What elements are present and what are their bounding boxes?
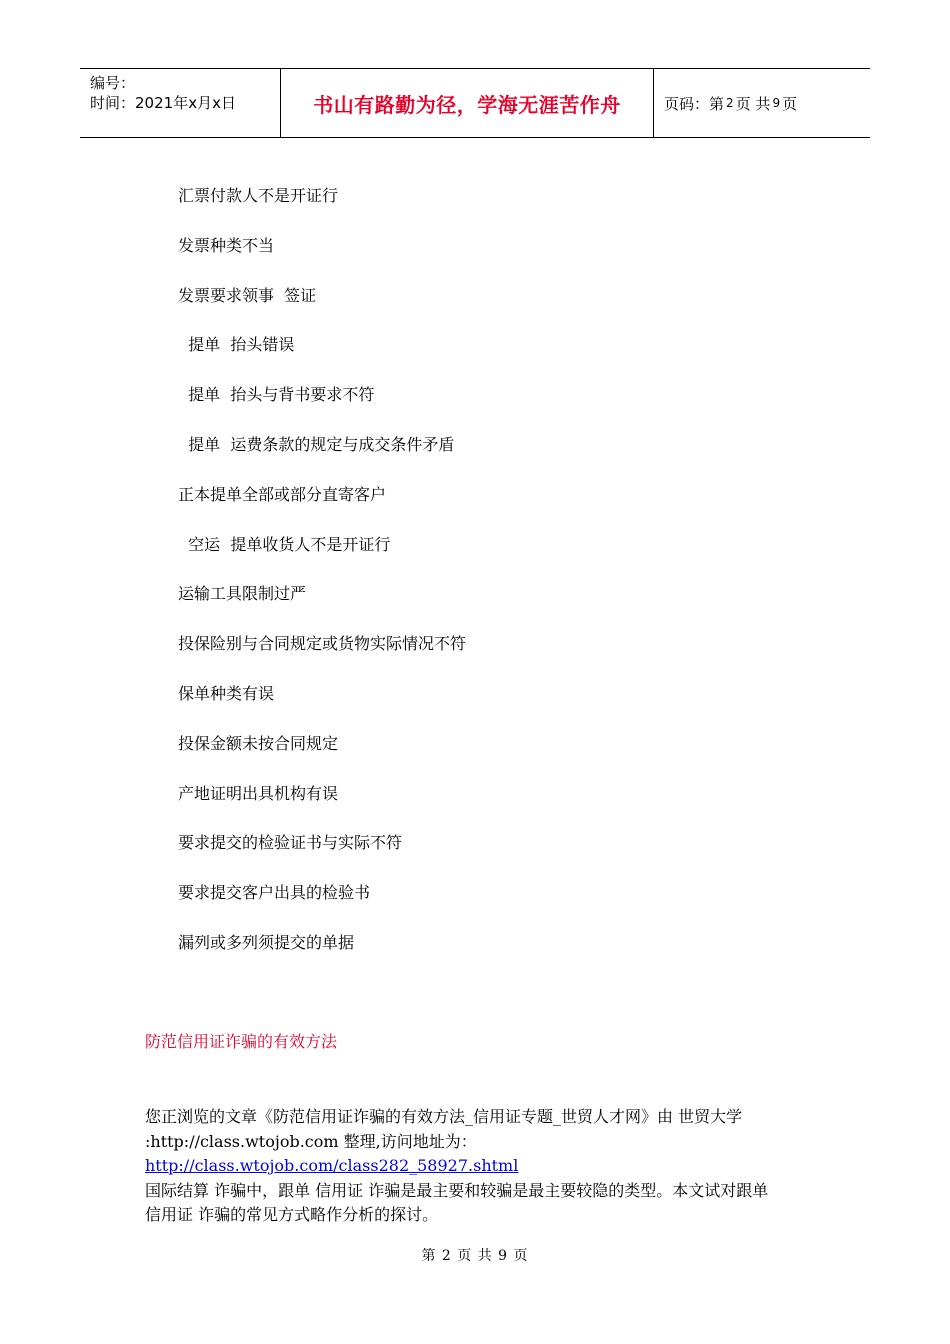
- list-item: 发票要求领事 签证: [178, 285, 317, 305]
- list-item: 保单种类有误: [178, 683, 275, 703]
- list-item: 投保金额未按合同规定: [178, 733, 339, 753]
- list-item: 正本提单全部或部分直寄客户: [178, 484, 387, 504]
- header-motto: 书山有路勤为径，学海无涯苦作舟: [281, 69, 654, 137]
- page-current: 2: [726, 96, 734, 110]
- page-label-prefix: 页码：第: [664, 94, 725, 113]
- list-item: 漏列或多列须提交的单据: [178, 932, 355, 952]
- list-item: 要求提交客户出具的检验书: [178, 883, 371, 903]
- header-page-number: [654, 69, 870, 137]
- list-item: 发票种类不当: [178, 235, 275, 255]
- list-item: 要求提交的检验证书与实际不符: [178, 833, 403, 853]
- article-paragraph: [145, 1105, 825, 1228]
- list-item: 运输工具限制过严: [178, 584, 307, 604]
- time-value: 2021年x月x日: [135, 94, 236, 112]
- list-item: 产地证明出具机构有误: [178, 783, 339, 803]
- header-info: [80, 69, 281, 137]
- page-header: [80, 68, 870, 138]
- page-total: 9: [772, 96, 781, 110]
- paragraph-line: 国际结算 诈骗中，跟单 信用证 诈骗是最主要和较骗是最主要较隐的类型。本文试对跟单: [145, 1180, 769, 1200]
- page-footer: 第 2 页 共 9 页: [421, 1248, 529, 1264]
- discrepancy-list: [178, 182, 466, 979]
- number-label: 编号：: [90, 74, 136, 92]
- list-item: 空运 提单收货人不是开证行: [178, 534, 391, 554]
- paragraph-line-with-link: [145, 1130, 825, 1179]
- paragraph-line-prefix: :http://class.wtojob.com 整理,访问地址为：: [145, 1131, 477, 1151]
- list-item: 提单 抬头与背书要求不符: [178, 385, 375, 405]
- list-item: 提单 运费条款的规定与成交条件矛盾: [178, 434, 455, 454]
- list-item: 投保险别与合同规定或货物实际情况不符: [178, 634, 467, 654]
- page-label-suffix: 页: [782, 94, 798, 113]
- list-item: 汇票付款人不是开证行: [178, 186, 339, 205]
- paragraph-line: 信用证 诈骗的常见方式略作分析的探讨。: [145, 1205, 439, 1224]
- page-label-mid: 页 共: [735, 94, 771, 113]
- paragraph-line: 您正浏览的文章《防范信用证诈骗的有效方法_信用证专题_世贸人才网》由 世贸大学: [145, 1107, 743, 1126]
- article-link[interactable]: http://class.wtojob.com/class282_58927.shtml: [145, 1156, 519, 1175]
- list-item: 提单 抬头错误: [178, 335, 295, 355]
- time-label: 时间：: [90, 94, 136, 112]
- section-title: 防范信用证诈骗的有效方法: [145, 1032, 338, 1051]
- time-line: [90, 93, 280, 113]
